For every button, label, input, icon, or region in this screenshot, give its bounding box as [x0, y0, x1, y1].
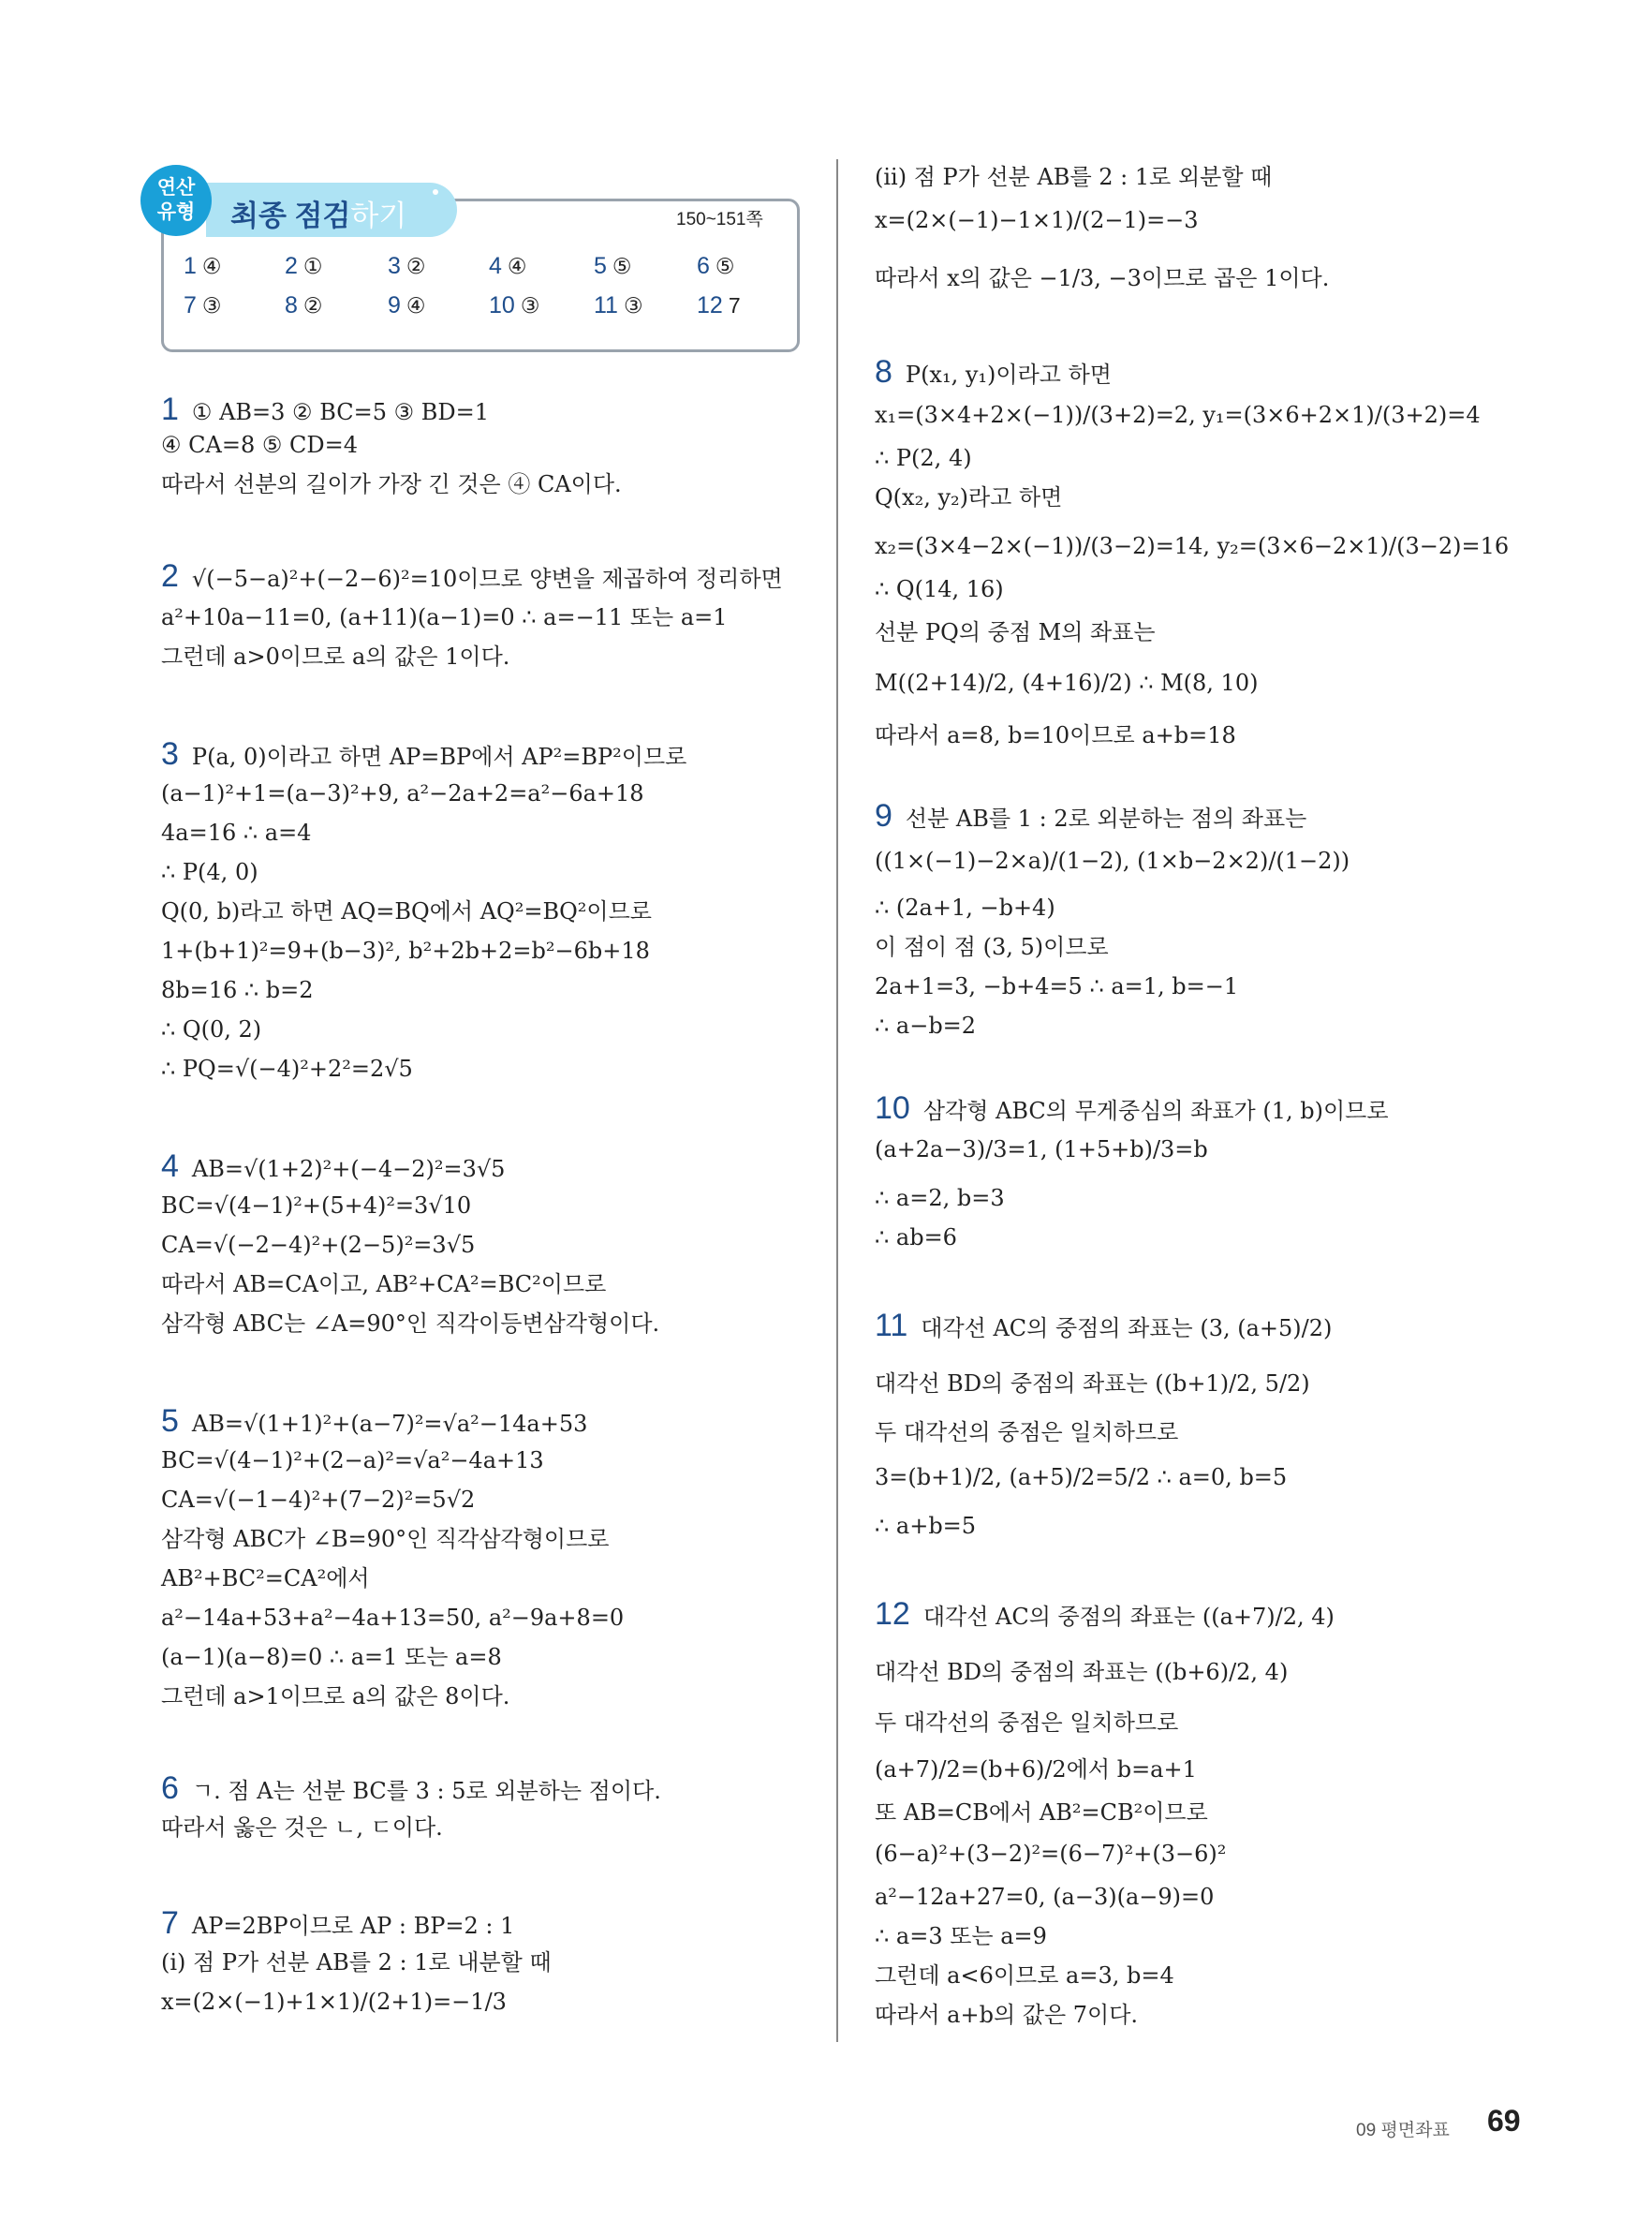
solution-text: Q(0, b)라고 하면 AQ=BQ에서 AQ²=BQ²이므로 [161, 898, 652, 925]
answer-choice: 7 [728, 293, 741, 318]
solution-text: CA=√(−2−4)²+(2−5)²=3√5 [161, 1232, 476, 1258]
solution-line [161, 1812, 443, 1843]
solution-text: ∴ Q(0, 2) [161, 1016, 262, 1043]
solution-line [161, 777, 644, 809]
solution-text: 4a=16 ∴ a=4 [161, 820, 312, 846]
solution-text: AB=√(1+1)²+(a−7)²=√a²−14a+53 [191, 1411, 588, 1437]
answer-number: 5 [594, 253, 607, 279]
solution-line [875, 399, 1481, 431]
solution-text: 따라서 선분의 길이가 가장 긴 것은 ④ CA이다. [161, 471, 622, 497]
answer-choice: ② [302, 293, 323, 318]
solution-text: P(a, 0)이라고 하면 AP=BP에서 AP²=BP²이므로 [191, 744, 687, 770]
answer-choice: ⑤ [612, 254, 632, 278]
answer-choice: ④ [201, 254, 222, 278]
solution-text: 그런데 a<6이므로 a=3, b=4 [875, 1962, 1174, 1989]
answer-number: 10 [489, 292, 515, 318]
column-divider [836, 159, 838, 2042]
solution-line [161, 1190, 471, 1221]
solution-text: 따라서 a=8, b=10이므로 a+b=18 [875, 722, 1236, 748]
answer-item [697, 292, 741, 319]
solution-line [875, 1221, 957, 1253]
solution-text: 그런데 a>1이므로 a의 값은 8이다. [161, 1683, 510, 1709]
solution-text: ∴ P(2, 4) [875, 445, 972, 471]
solution-text: (ii) 점 P가 선분 AB를 2 : 1로 외분할 때 [875, 164, 1273, 190]
problem-number: 2 [161, 558, 179, 594]
solution-text: ∴ a−b=2 [875, 1013, 977, 1039]
header-dot [433, 189, 438, 195]
answer-choice: ④ [507, 254, 527, 278]
answer-choice: ③ [201, 293, 222, 318]
solution-line [875, 1999, 1138, 2031]
solution-line [161, 560, 783, 595]
solution-text: ((1×(−1)−2×a)/(1−2), (1×b−2×2)/(1−2)) [875, 848, 1350, 874]
answer-choice: ⑤ [715, 254, 735, 278]
answer-choice: ③ [520, 293, 540, 318]
solution-line [875, 719, 1236, 751]
answer-choice: ① [302, 254, 323, 278]
solution-text: x₂=(3×4−2×(−1))/(3−2)=14, y₂=(3×6−2×1)/(3−2)=16 [875, 533, 1510, 559]
solution-line [875, 1838, 1226, 1870]
solution-text: x=(2×(−1)−1×1)/(2−1)=−3 [875, 207, 1199, 233]
answer-number: 6 [697, 253, 710, 279]
answer-number: 7 [184, 292, 197, 318]
answer-item [184, 292, 222, 319]
solution-text: Q(x₂, y₂)라고 하면 [875, 484, 1063, 511]
solution-text: AB²+BC²=CA²에서 [161, 1565, 370, 1591]
solution-text: ① AB=3 ② BC=5 ③ BD=1 [191, 399, 490, 425]
solution-text: 대각선 BD의 중점의 좌표는 ((b+1)/2, 5/2) [875, 1370, 1310, 1397]
solution-line [875, 1310, 1332, 1344]
solution-line [161, 1150, 505, 1185]
answer-item [285, 292, 323, 319]
solution-line [161, 1268, 606, 1300]
solution-line [875, 1754, 1197, 1785]
problem-number: 4 [161, 1148, 179, 1184]
solution-text: AB=√(1+2)²+(−4−2)²=3√5 [191, 1156, 506, 1182]
solution-line [875, 931, 1109, 963]
solution-line [161, 641, 509, 673]
answer-choice: ③ [623, 293, 643, 318]
solution-line [161, 468, 622, 500]
solution-text: ∴ a+b=5 [875, 1513, 977, 1539]
solution-line [875, 161, 1272, 193]
section-title [230, 192, 406, 234]
solution-line [161, 856, 258, 888]
solution-line [875, 1707, 1178, 1739]
solution-text: (i) 점 P가 선분 AB를 2 : 1로 내분할 때 [161, 1949, 552, 1976]
solution-line [875, 970, 1238, 1002]
problem-number: 5 [161, 1403, 179, 1439]
solution-text: a²−12a+27=0, (a−3)(a−9)=0 [875, 1884, 1215, 1910]
solution-line [161, 1484, 475, 1516]
problem-number: 11 [875, 1308, 908, 1343]
solution-line [875, 1920, 1047, 1952]
solution-text: ∴ (2a+1, −b+4) [875, 895, 1055, 921]
solution-line [875, 442, 972, 474]
answer-number: 4 [489, 253, 502, 279]
solution-text: 그런데 a>0이므로 a의 값은 1이다. [161, 644, 510, 670]
solution-text: ∴ Q(14, 16) [875, 576, 1004, 602]
solution-line [161, 1907, 514, 1942]
solution-text: 선분 AB를 1 : 2로 외분하는 점의 좌표는 [905, 806, 1307, 832]
footer-section: 09 평면좌표 [1356, 2121, 1450, 2140]
problem-number: 1 [161, 392, 179, 427]
answer-number: 1 [184, 253, 197, 279]
solution-text: 삼각형 ABC는 ∠A=90°인 직각이등변삼각형이다. [161, 1310, 660, 1337]
solution-line [875, 1368, 1310, 1399]
solution-line [875, 204, 1199, 236]
solution-line [161, 1523, 609, 1555]
solution-text: ④ CA=8 ⑤ CD=4 [161, 432, 358, 458]
solution-line [875, 573, 1004, 605]
solution-text: ∴ P(4, 0) [161, 859, 258, 885]
solution-line [875, 481, 1062, 513]
solution-text: x=(2×(−1)+1×1)/(2+1)=−1/3 [161, 1989, 507, 2015]
solution-text: 따라서 AB=CA이고, AB²+CA²=BC²이므로 [161, 1271, 607, 1297]
title-strong: 최종 점검 [230, 200, 351, 232]
solution-text: 따라서 a+b의 값은 7이다. [875, 2002, 1139, 2028]
solution-text: M((2+14)/2, (4+16)/2) ∴ M(8, 10) [875, 670, 1259, 696]
solution-text: (a−1)²+1=(a−3)²+9, a²−2a+2=a²−6a+18 [161, 780, 644, 807]
solution-line [875, 1881, 1214, 1913]
solution-line [161, 1308, 659, 1339]
solution-line [875, 1092, 1389, 1127]
solution-text: 두 대각선의 중점은 일치하므로 [875, 1709, 1179, 1736]
answer-choice: ② [406, 254, 426, 278]
solution-line [161, 393, 489, 428]
answer-choice: ④ [406, 293, 426, 318]
solution-line [161, 1986, 507, 2018]
problem-number: 7 [161, 1905, 179, 1941]
solution-line [161, 1053, 413, 1085]
solution-line [875, 616, 1156, 648]
problem-number: 8 [875, 354, 892, 390]
solution-line [875, 1598, 1335, 1633]
answer-item [594, 292, 643, 319]
solution-line [875, 1960, 1174, 1991]
solution-text: 1+(b+1)²=9+(b−3)², b²+2b+2=b²−6b+18 [161, 938, 650, 964]
solution-text: CA=√(−1−4)²+(7−2)²=5√2 [161, 1487, 476, 1513]
solution-text: 8b=16 ∴ b=2 [161, 977, 314, 1003]
solution-line [161, 935, 650, 967]
solution-line [161, 738, 686, 773]
answer-item [489, 253, 527, 280]
solution-line [875, 845, 1350, 877]
problem-number: 12 [875, 1596, 910, 1632]
solution-line [161, 1680, 509, 1712]
solution-text: ∴ PQ=√(−4)²+2²=2√5 [161, 1056, 413, 1082]
answer-number: 3 [388, 253, 401, 279]
solution-line [875, 667, 1258, 699]
solution-text: AP=2BP이므로 AP : BP=2 : 1 [191, 1913, 515, 1939]
solution-line [875, 262, 1329, 294]
answer-item [285, 253, 323, 280]
solution-line [161, 1014, 261, 1045]
solution-line [875, 1510, 976, 1542]
solution-line [875, 1797, 1208, 1828]
solution-line [161, 1444, 544, 1476]
solution-text: (a+7)/2=(b+6)/2에서 b=a+1 [875, 1756, 1197, 1783]
solution-text: (6−a)²+(3−2)²=(6−7)²+(3−6)² [875, 1841, 1227, 1867]
solution-line [161, 1946, 552, 1978]
problem-number: 6 [161, 1770, 179, 1806]
answer-item [184, 253, 222, 280]
solution-text: ∴ a=3 또는 a=9 [875, 1923, 1047, 1949]
answer-number: 2 [285, 253, 298, 279]
solution-line [875, 1010, 976, 1042]
solution-line [161, 1772, 661, 1807]
solution-line [161, 1405, 587, 1440]
answer-item [489, 292, 539, 319]
page-range: 150~151쪽 [676, 210, 763, 229]
answer-item [697, 253, 735, 280]
solution-text: 따라서 옳은 것은 ㄴ, ㄷ이다. [161, 1814, 443, 1841]
solution-text: 2a+1=3, −b+4=5 ∴ a=1, b=−1 [875, 973, 1239, 999]
solution-line [161, 974, 314, 1006]
solution-text: 대각선 AC의 중점의 좌표는 ((a+7)/2, 4) [922, 1604, 1335, 1630]
solution-text: 대각선 AC의 중점의 좌표는 (3, (a+5)/2) [921, 1315, 1333, 1341]
page-number: 69 [1487, 2104, 1521, 2138]
solution-text: (a+2a−3)/3=1, (1+5+b)/3=b [875, 1136, 1208, 1162]
solution-text: 선분 PQ의 중점 M의 좌표는 [875, 619, 1156, 645]
solution-line [161, 429, 358, 461]
answer-number: 8 [285, 292, 298, 318]
solution-line [875, 1461, 1287, 1493]
solution-line [875, 1416, 1178, 1448]
solution-text: ∴ ab=6 [875, 1224, 957, 1251]
solution-line [161, 1562, 370, 1594]
solution-text: 따라서 x의 값은 −1/3, −3이므로 곱은 1이다. [875, 265, 1330, 291]
solution-line [161, 895, 652, 927]
solution-line [161, 1602, 624, 1634]
solution-line [875, 892, 1055, 924]
solution-line [875, 1656, 1288, 1688]
solution-text: BC=√(4−1)²+(2−a)²=√a²−4a+13 [161, 1447, 544, 1473]
solution-text: 이 점이 점 (3, 5)이므로 [875, 934, 1109, 960]
solution-line [875, 800, 1306, 835]
title-light: 하기 [350, 200, 407, 232]
solution-text: 두 대각선의 중점은 일치하므로 [875, 1419, 1179, 1445]
solution-text: x₁=(3×4+2×(−1))/(3+2)=2, y₁=(3×6+2×1)/(3+2)=4 [875, 402, 1481, 428]
answer-item [388, 253, 426, 280]
solution-line [161, 1641, 502, 1673]
problem-number: 9 [875, 798, 892, 834]
solution-text: 또 AB=CB에서 AB²=CB²이므로 [875, 1799, 1208, 1826]
solution-text: (a−1)(a−8)=0 ∴ a=1 또는 a=8 [161, 1644, 502, 1670]
problem-number: 10 [875, 1090, 910, 1126]
solution-line [875, 356, 1112, 391]
solution-text: 삼각형 ABC가 ∠B=90°인 직각삼각형이므로 [161, 1526, 610, 1552]
solution-line [875, 530, 1509, 562]
answer-number: 12 [697, 292, 723, 318]
solution-line [875, 1182, 1005, 1214]
solution-line [161, 601, 728, 633]
solution-text: 대각선 BD의 중점의 좌표는 ((b+6)/2, 4) [875, 1659, 1289, 1685]
answer-number: 9 [388, 292, 401, 318]
answer-item [594, 253, 632, 280]
solution-text: a²−14a+53+a²−4a+13=50, a²−9a+8=0 [161, 1605, 625, 1631]
answer-number: 11 [594, 292, 618, 318]
solution-line [161, 817, 311, 849]
solution-line [161, 1229, 475, 1261]
solution-text: 3=(b+1)/2, (a+5)/2=5/2 ∴ a=0, b=5 [875, 1464, 1288, 1490]
solution-text: ㄱ. 점 A는 선분 BC를 3 : 5로 외분하는 점이다. [191, 1778, 661, 1804]
solution-text: BC=√(4−1)²+(5+4)²=3√10 [161, 1192, 472, 1219]
problem-number: 3 [161, 736, 179, 772]
section-badge: 연산 유형 [140, 165, 212, 236]
answer-item [388, 292, 426, 319]
solution-text: a²+10a−11=0, (a+11)(a−1)=0 ∴ a=−11 또는 a=1 [161, 604, 728, 630]
solution-text: ∴ a=2, b=3 [875, 1185, 1005, 1211]
solution-text: P(x₁, y₁)이라고 하면 [905, 362, 1112, 388]
solution-text: √(−5−a)²+(−2−6)²=10이므로 양변을 제곱하여 정리하면 [191, 566, 783, 592]
solution-line [875, 1133, 1208, 1165]
solution-text: 삼각형 ABC의 무게중심의 좌표가 (1, b)이므로 [922, 1098, 1389, 1124]
